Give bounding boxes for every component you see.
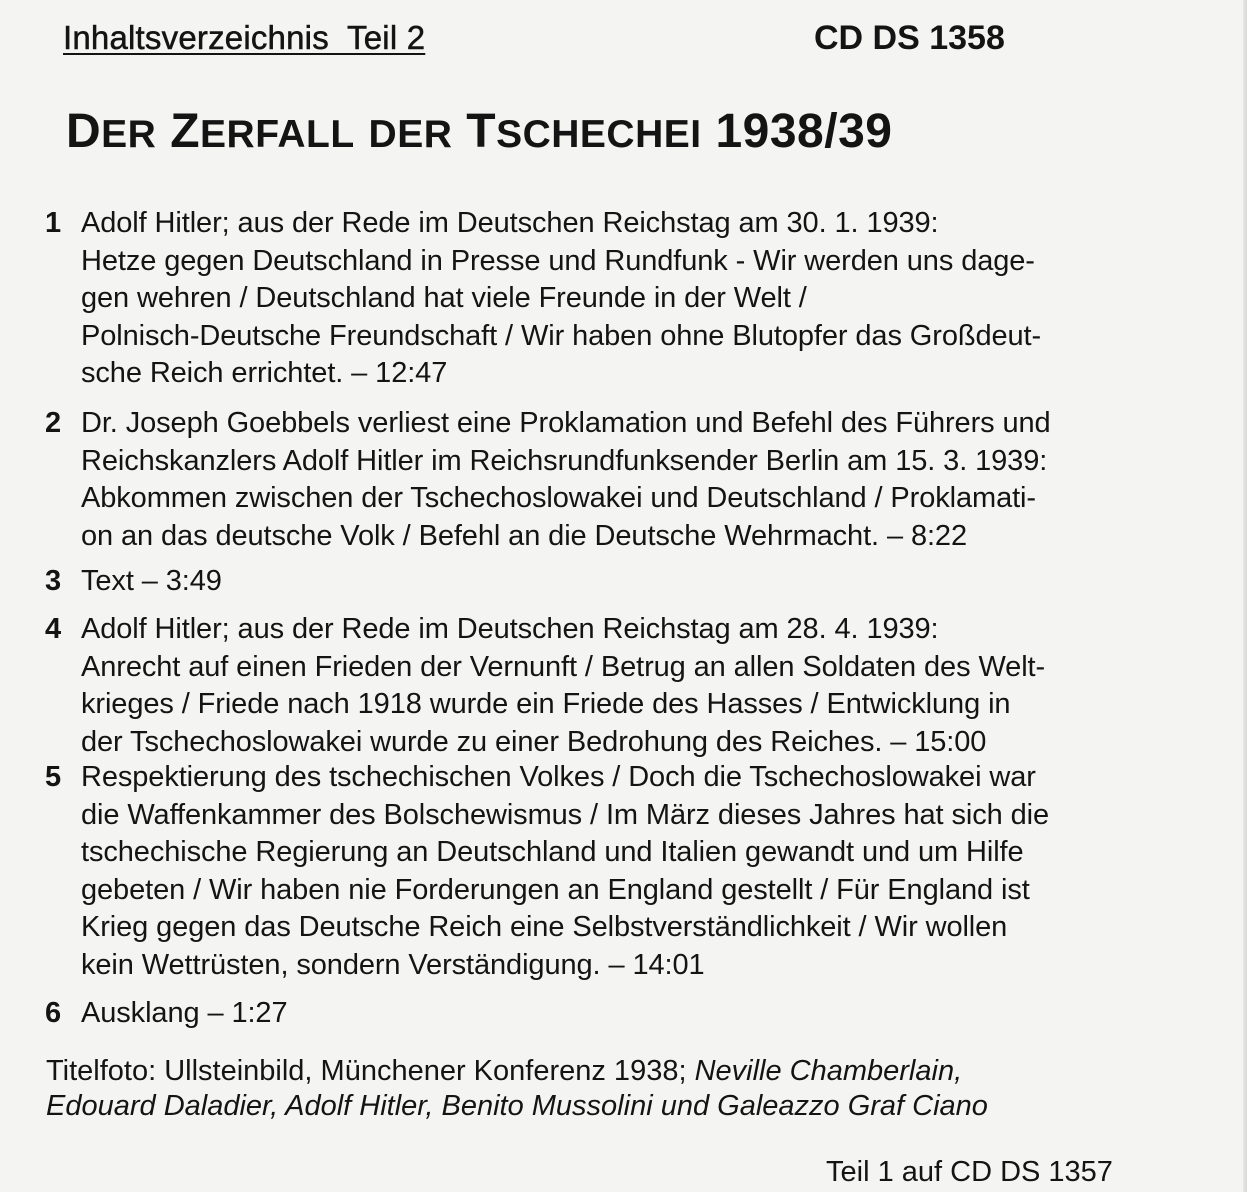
track-description-line: on an das deutsche Volk / Befehl an die Deutsche Wehrmacht. – 8:22 — [81, 519, 967, 552]
track-description-line: Ausklang – 1:27 — [81, 997, 288, 1029]
track-description-line: Hetze gegen Deutschland in Presse und Rundfunk - Wir werden uns dage- — [81, 244, 1035, 277]
title-word-2-initial: Z — [170, 105, 201, 158]
track-number: 5 — [45, 761, 62, 793]
track-description-line: tschechische Regierung an Deutschland und Italien gewandt und um Hilfe — [81, 836, 1024, 868]
track-description-line: Respektierung des tschechischen Volkes / Doch die Tschechoslowakei war — [81, 761, 1036, 793]
title-word-3: DER — [368, 113, 453, 156]
title-year: 1938/39 — [715, 105, 893, 158]
track-description-line: Polnisch-Deutsche Freundschaft / Wir haben ohne Blutopfer das Großdeut- — [81, 319, 1042, 352]
page-title — [66, 100, 892, 167]
track-number: 3 — [45, 565, 62, 597]
title-word-1-initial: D — [66, 105, 102, 158]
track-description-line: Anrecht auf einen Frieden der Vernunft / Betrug an allen Soldaten des Welt- — [81, 650, 1046, 683]
track-description-line: Reichskanzlers Adolf Hitler im Reichsrundfunksender Berlin am 15. 3. 1939: — [81, 444, 1048, 477]
track-description-line: Text – 3:49 — [81, 565, 222, 597]
track-number: 2 — [45, 407, 62, 439]
track-description-line: der Tschechoslowakei wurde zu einer Bedrohung des Reiches. – 15:00 — [81, 725, 987, 758]
track-description-line: krieges / Friede nach 1918 wurde ein Friede des Hasses / Entwicklung in — [81, 688, 1011, 720]
track-description-line: Abkommen zwischen der Tschechoslowakei und Deutschland / Proklamati- — [81, 482, 1036, 514]
track-description — [81, 405, 1141, 555]
credits-line-1 — [46, 1054, 1146, 1089]
credits-persons-2: Edouard Daladier, Adolf Hitler, Benito Mussolini und Galeazzo Graf Ciano — [46, 1090, 988, 1122]
track-description-line: Dr. Joseph Goebbels verliest eine Proklamation und Befehl des Führers und — [81, 407, 1051, 439]
track-description-line: Adolf Hitler; aus der Rede im Deutschen Reichstag am 30. 1. 1939: — [81, 207, 939, 239]
title-word-1-rest: ER — [101, 113, 157, 156]
track-description — [81, 759, 1141, 984]
track-number: 1 — [45, 207, 62, 239]
scan-edge — [1243, 0, 1247, 1192]
credits-source: Titelfoto: Ullsteinbild, Münchener Konferenz 1938; — [46, 1055, 695, 1087]
track-number: 4 — [45, 613, 62, 645]
title-word-4-initial: T — [466, 105, 497, 158]
title-word-4-rest: SCHECHEI — [496, 113, 702, 156]
credits-persons-1: Neville Chamberlain, — [694, 1055, 963, 1087]
track-description-line: Adolf Hitler; aus der Rede im Deutschen Reichstag am 28. 4. 1939: — [81, 613, 939, 645]
title-word-2-rest: ERFALL — [200, 113, 355, 156]
track-description-line: kein Wettrüsten, sondern Verständigung. – 14:01 — [81, 948, 705, 981]
toc-heading: Inhaltsverzeichnis Teil 2 — [63, 19, 426, 56]
track-description-line: gebeten / Wir haben nie Forderungen an England gestellt / Für England ist — [81, 873, 1030, 906]
track-description — [81, 995, 1141, 1033]
track-description — [81, 205, 1141, 393]
part-one-note: Teil 1 auf CD DS 1357 — [826, 1156, 1113, 1188]
credits-line-2 — [46, 1089, 1146, 1124]
cd-number: CD DS 1358 — [814, 19, 1005, 57]
track-description — [81, 563, 1141, 601]
track-description-line: Krieg gegen das Deutsche Reich eine Selbstverständlichkeit / Wir wollen — [81, 911, 1008, 943]
track-description-line: gen wehren / Deutschland hat viele Freunde in der Welt / — [81, 282, 807, 314]
photo-credits — [46, 1054, 1146, 1124]
track-description — [81, 611, 1141, 761]
track-number: 6 — [45, 997, 62, 1029]
track-description-line: die Waffenkammer des Bolschewismus / Im März dieses Jahres hat sich die — [81, 798, 1049, 831]
track-description-line: sche Reich errichtet. – 12:47 — [81, 357, 448, 389]
